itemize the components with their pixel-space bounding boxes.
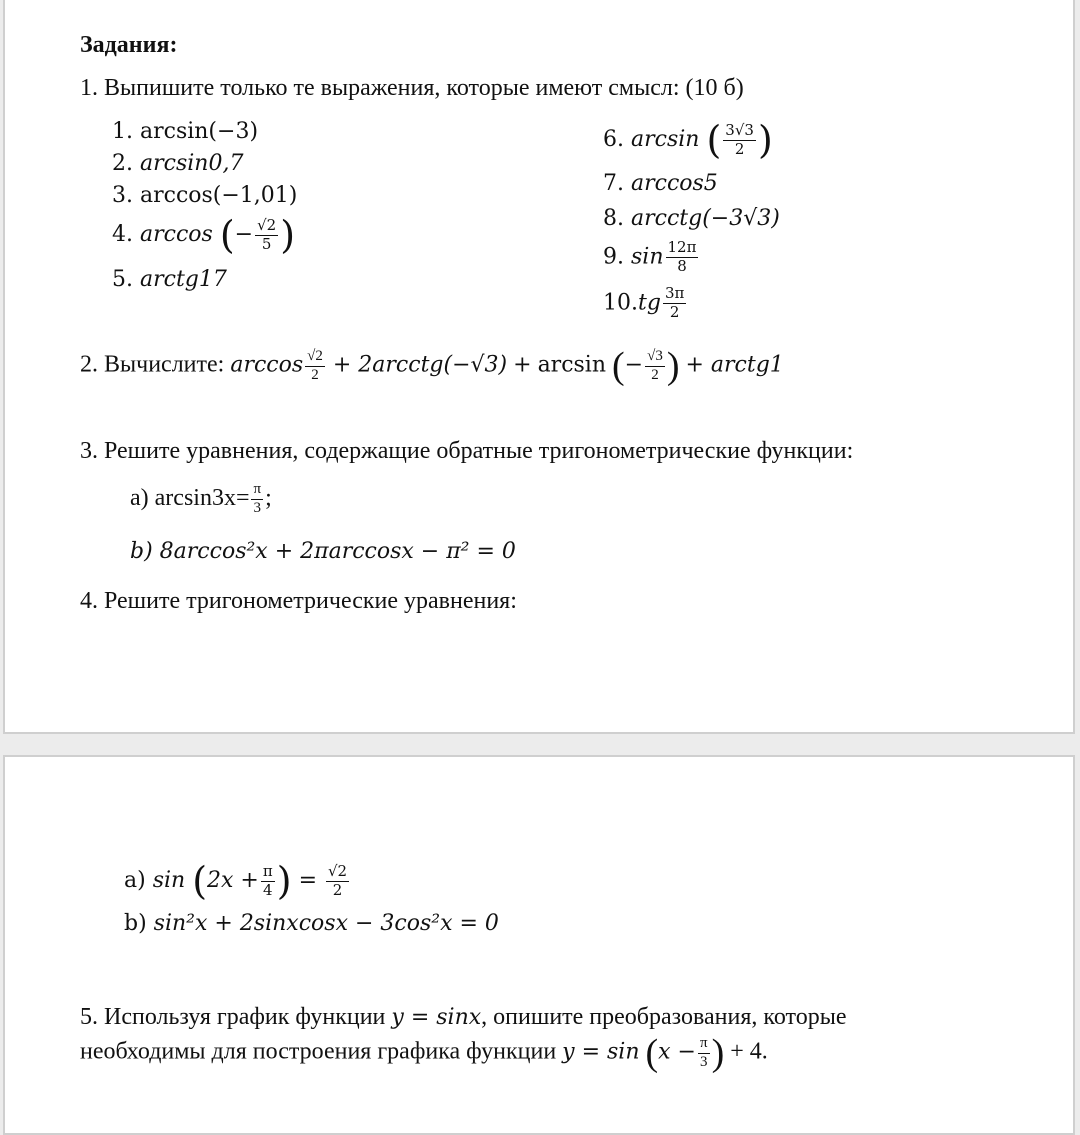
task1-item-5: 5. arctg17	[112, 267, 227, 292]
task1-item-1: 1. arcsin(−3)	[112, 119, 259, 144]
task1-item-2: 2. arcsin0,7	[112, 151, 244, 176]
task4-a: a) sin (2x + $\frac{\pi}{4}$ ) = $\frac{√2}{2}$	[124, 859, 348, 903]
task2: 2. Вычислите: arccos $\frac{√2}{2}$ + 2arcctg(−√3) + arcsin (− $\frac{√3}{2}$ ) + arctg1	[80, 345, 784, 387]
section-title: Задания:	[80, 32, 178, 58]
task5-line-2: необходимы для построения графика функции y = sin (x − $\frac{\pi}{3}$ ) + 4.	[80, 1032, 768, 1074]
task4-b: b) sin²x + 2sinxcosx − 3cos²x = 0	[124, 911, 499, 936]
task1-item-7: 7. arccos5	[603, 171, 718, 196]
document-page-2	[3, 755, 1075, 1135]
task1-text: 1. Выпишите только те выражения, которые имеют смысл: (10 б)	[80, 75, 744, 101]
task3-text: 3. Решите уравнения, содержащие обратные тригонометрические функции:	[80, 438, 854, 464]
task5-line-1: 5. Используя график функции y = sinx, опишите преобразования, которые	[80, 1004, 847, 1030]
task4-text: 4. Решите тригонометрические уравнения:	[80, 588, 517, 614]
task3-a: a) arcsin3x= $\frac{\pi}{3}$ ;	[130, 481, 272, 516]
task1-item-8: 8. arcctg(−3√3)	[603, 206, 780, 231]
task1-item-9: 9. sin $\frac{12\pi}{8}$	[603, 238, 697, 275]
task3-b: b) 8arccos²x + 2πarccosx − π² = 0	[130, 539, 516, 564]
task1-item-10: 10.tg $\frac{3\pi}{2}$	[603, 284, 685, 321]
fraction: $\frac{√2}{5}$	[257, 215, 277, 253]
task1-item-4: 4. arccos (− $\frac{√2}{5}$ )	[112, 213, 296, 257]
task1-item-6: 6. arcsin ( $\frac{3√3}{2}$ )	[603, 118, 773, 162]
task1-item-3: 3. arccos(−1,01)	[112, 183, 298, 208]
